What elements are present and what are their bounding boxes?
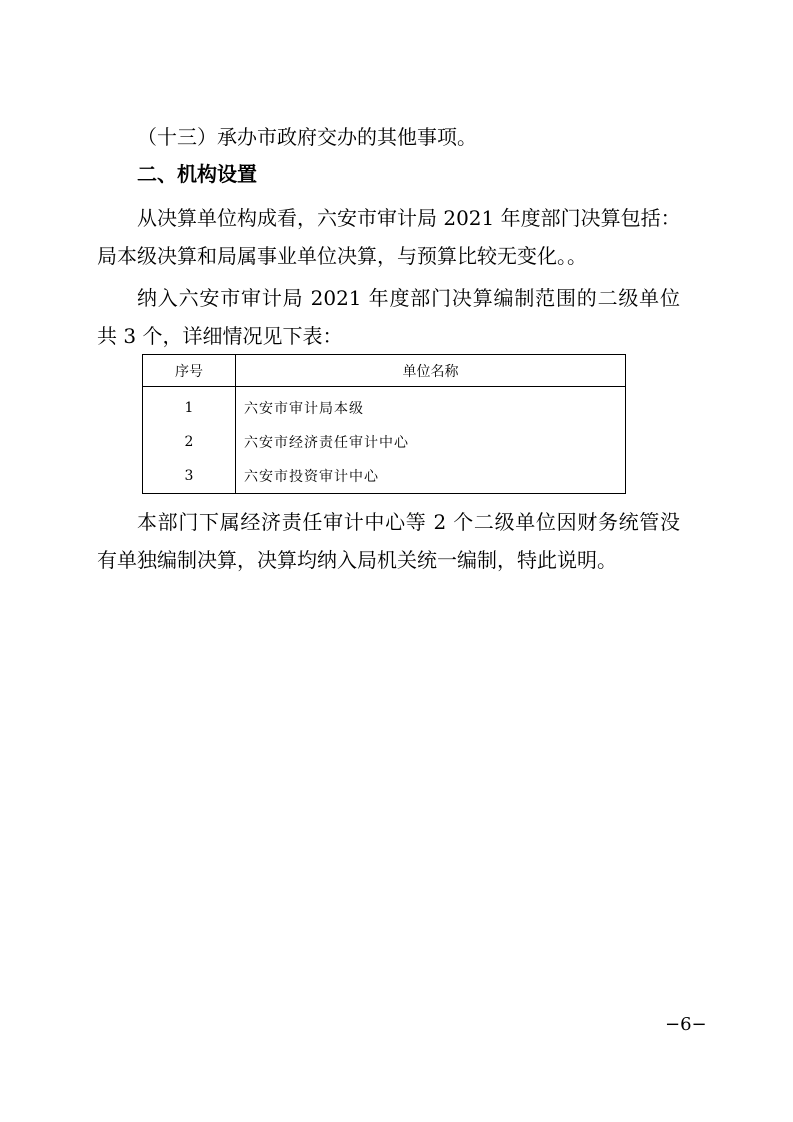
subordinate-units-table <box>142 354 626 494</box>
page-number: −6− <box>665 1014 707 1035</box>
table-cell-name: 六安市投资审计中心 <box>236 459 626 494</box>
table-header-no: 序号 <box>143 355 236 387</box>
table-cell-no: 1 <box>143 387 236 426</box>
paragraph-item-13: （十三）承办市政府交办的其他事项。 <box>137 125 477 149</box>
paragraph-3-line-1: 本部门下属经济责任审计中心等 2 个二级单位因财务统管没 <box>137 510 680 534</box>
paragraph-2-line-2: 共 3 个，详细情况见下表： <box>97 324 343 348</box>
table-cell-name: 六安市审计局本级 <box>236 387 626 426</box>
table-cell-no: 2 <box>143 425 236 459</box>
table-header-row <box>143 355 626 387</box>
section-heading-organization: 二、机构设置 <box>137 162 257 186</box>
table-header-name: 单位名称 <box>236 355 626 387</box>
table-row <box>143 425 626 459</box>
paragraph-1-line-2: 局本级决算和局属事业单位决算，与预算比较无变化。。 <box>97 244 587 268</box>
table-row <box>143 387 626 426</box>
table-cell-name: 六安市经济责任审计中心 <box>236 425 626 459</box>
paragraph-2-line-1: 纳入六安市审计局 2021 年度部门决算编制范围的二级单位 <box>137 286 680 310</box>
table-cell-no: 3 <box>143 459 236 494</box>
paragraph-3-line-2: 有单独编制决算，决算均纳入局机关统一编制，特此说明。 <box>97 548 617 572</box>
paragraph-1-line-1: 从决算单位构成看，六安市审计局 2021 年度部门决算包括： <box>137 206 681 230</box>
table-row <box>143 459 626 494</box>
